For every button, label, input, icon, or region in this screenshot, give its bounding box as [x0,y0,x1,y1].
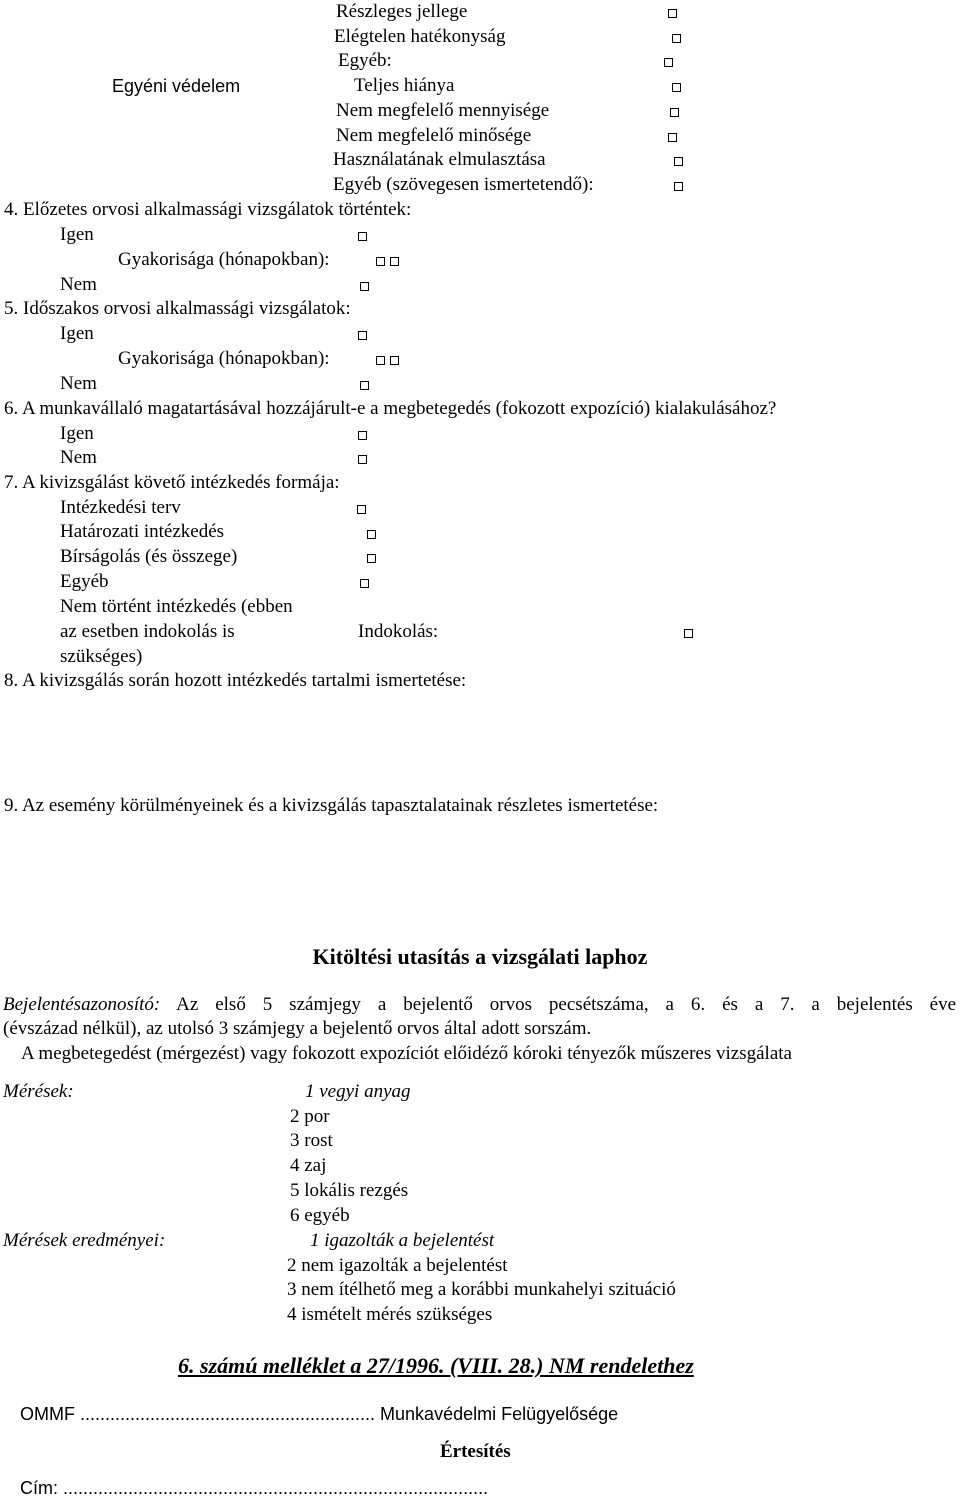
checkbox[interactable] [367,530,376,539]
checkbox[interactable] [674,182,683,191]
list-item: 1 igazolták a bejelentést [310,1230,495,1251]
question-title: 7. A kivizsgálást követő intézkedés formája: [4,472,340,493]
question-title: 4. Előzetes orvosi alkalmassági vizsgálatok történtek: [4,199,412,220]
no-label: Nem [60,447,97,468]
measurements-label: Mérések: [3,1081,74,1102]
frequency-box-2[interactable] [390,257,399,266]
checkbox[interactable] [367,554,376,563]
list-item: 3 rost [290,1130,333,1151]
option-label: Bírságolás (és összege) [60,546,238,567]
checkbox[interactable] [670,108,679,117]
reason-checkbox[interactable] [684,629,693,638]
list-item: 4 ismételt mérés szükséges [287,1304,493,1325]
option-label: Elégtelen hatékonyság [334,26,506,47]
no-label: Nem [60,373,97,394]
option-label: Egyéb (szövegesen ismertetendő): [333,174,594,195]
list-item: 4 zaj [290,1155,327,1176]
frequency-box-1[interactable] [376,257,385,266]
checkbox[interactable] [357,505,366,514]
option-label: Egyéb: [338,50,392,71]
option-label: Határozati intézkedés [60,521,225,542]
list-item: 5 lokális rezgés [290,1180,409,1201]
frequency-box-1[interactable] [376,356,385,365]
option-label: Használatának elmulasztása [333,149,546,170]
question-8-title: 8. A kivizsgálás során hozott intézkedés tartalmi ismertetése: [4,670,467,691]
yes-checkbox[interactable] [358,331,367,340]
none-label-line-2: az esetben indokolás is [60,621,235,642]
annex-heading: 6. számú melléklet a 27/1996. (VIII. 28.) NM rendelethez [178,1353,694,1378]
list-item: 3 nem ítélhető meg a korábbi munkahelyi szituáció [287,1279,676,1300]
no-checkbox[interactable] [358,455,367,464]
notice-title: Értesítés [440,1441,511,1462]
option-label: Részleges jellege [336,1,468,22]
checkbox[interactable] [668,9,677,18]
checkbox[interactable] [674,157,683,166]
option-label: Teljes hiánya [354,75,455,96]
yes-checkbox[interactable] [358,232,367,241]
frequency-box-2[interactable] [390,356,399,365]
question-9-title: 9. Az esemény körülményeinek és a kivizsgálás tapasztalatainak részletes ismertetése: [4,795,659,816]
no-checkbox[interactable] [360,282,369,291]
list-item: 6 egyéb [290,1205,350,1226]
group-label: Egyéni védelem [112,76,241,96]
address-line: Cím: ..................................................................................... [20,1478,489,1498]
id-text-line-2: (évszázad nélkül), az utolsó 3 számjegy a bejelentő orvos által adott sorszám. [3,1018,592,1039]
checkbox[interactable] [668,133,677,142]
instructions-heading: Kitöltési utasítás a vizsgálati laphoz [312,944,648,969]
frequency-label: Gyakorisága (hónapokban): [118,249,330,270]
id-label: Bejelentésazonosító: [3,994,161,1015]
question-title: 6. A munkavállaló magatartásával hozzájárult-e a megbetegedés (fokozott expozíció) kialakulásához? [4,398,777,419]
list-item: 2 nem igazolták a bejelentést [287,1255,508,1276]
reason-label: Indokolás: [358,621,439,642]
checkbox[interactable] [672,34,681,43]
list-item: 1 vegyi anyag [305,1081,411,1102]
results-label: Mérések eredményei: [3,1230,166,1251]
option-label: Nem megfelelő mennyisége [336,100,550,121]
id-text-line-1: Az első 5 számjegy a bejelentő orvos pecsétszáma, a 6. és a 7. a bejelentés éve [176,994,957,1015]
no-checkbox[interactable] [360,381,369,390]
yes-label: Igen [60,323,94,344]
id-paragraph-line-1 [3,993,956,1017]
option-label: Egyéb [60,571,109,592]
option-label: Nem megfelelő minősége [336,125,532,146]
question-title: 5. Időszakos orvosi alkalmassági vizsgálatok: [4,298,351,319]
yes-label: Igen [60,224,94,245]
checkbox[interactable] [672,83,681,92]
list-item: 2 por [290,1106,330,1127]
no-label: Nem [60,274,97,295]
option-label: Intézkedési terv [60,497,181,518]
intro-text: A megbetegedést (mérgezést) vagy fokozott expozíciót előidéző kóroki tényezők műszeres vizsgálata [21,1043,792,1064]
none-label-line-3: szükséges) [60,646,143,667]
checkbox[interactable] [664,58,673,67]
checkbox[interactable] [360,579,369,588]
none-label-line-1: Nem történt intézkedés (ebben [60,596,293,617]
ommf-line: OMMF ........................................................... Munkavédelmi Felügyelősége [20,1404,619,1424]
frequency-label: Gyakorisága (hónapokban): [118,348,330,369]
yes-label: Igen [60,423,94,444]
yes-checkbox[interactable] [358,431,367,440]
